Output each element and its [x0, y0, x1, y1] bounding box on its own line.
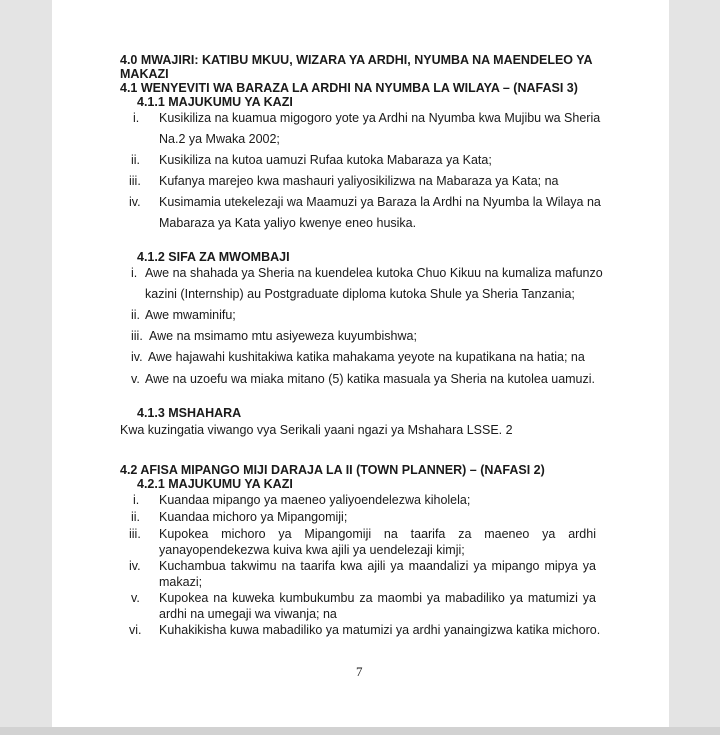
list-item-number: i.	[133, 493, 140, 507]
list-item-text-cont: ardhi na umegaji wa viwanja; na	[159, 607, 337, 621]
list-item-number: iv.	[131, 350, 143, 364]
list-item-number: iii.	[129, 527, 141, 541]
list-item-text: Awe mwaminifu;	[145, 308, 236, 322]
list-item-text: Awe na uzoefu wa miaka mitano (5) katika masuala ya Sheria na kutolea uamuzi.	[145, 372, 596, 386]
list-item-number: ii.	[131, 153, 141, 167]
list-item-text-cont: makazi;	[159, 575, 203, 589]
list-item-text: Awe hajawahi kushitakiwa katika mahakama yeyote na kupatikana na hatia; na	[148, 350, 585, 364]
list-item-text: Awe na shahada ya Sheria na kuendelea kutoka Chuo Kikuu na kumaliza mafunzo	[145, 266, 603, 280]
section-4-1-title: 4.1 WENYEVITI WA BARAZA LA ARDHI NA NYUMBA LA WILAYA – (NAFASI 3)	[120, 81, 578, 95]
list-item-number: i.	[131, 266, 138, 280]
list-item-number: vi.	[129, 623, 142, 637]
salary-text: Kwa kuzingatia viwango vya Serikali yaani ngazi ya Mshahara LSSE. 2	[120, 423, 513, 437]
section-4-0-title-cont: MAKAZI	[120, 67, 169, 81]
list-item-text: Kuandaa mipango ya maeneo yaliyoendelezwa kiholela;	[159, 493, 471, 507]
subsection-4-1-2-heading: 4.1.2 SIFA ZA MWOMBAJI	[137, 250, 290, 264]
list-item-text: Awe na msimamo mtu asiyeweza kuyumbishwa;	[149, 329, 417, 343]
list-item-number: iii.	[129, 174, 141, 188]
list-item-text-cont: kazini (Internship) au Postgraduate diploma kutoka Shule ya Sheria Tanzania;	[145, 287, 575, 301]
list-item-text: Kufanya marejeo kwa mashauri yaliyosikilizwa na Mabaraza ya Kata; na	[159, 174, 559, 188]
list-item-text-cont: Mabaraza ya Kata yaliyo kwenye eneo husika.	[159, 216, 417, 230]
list-item-number: v.	[131, 591, 140, 605]
subsection-4-2-1-heading: 4.2.1 MAJUKUMU YA KAZI	[137, 477, 293, 491]
section-4-0-title: 4.0 MWAJIRI: KATIBU MKUU, WIZARA YA ARDHI, NYUMBA NA MAENDELEO YA	[120, 53, 593, 67]
subsection-4-1-3-heading: 4.1.3 MSHAHARA	[137, 406, 242, 420]
list-item-text: Kusikiliza na kutoa uamuzi Rufaa kutoka Mabaraza ya Kata;	[159, 153, 492, 167]
list-item-number: i.	[133, 111, 140, 125]
list-item-text: Kusikiliza na kuamua migogoro yote ya Ardhi na Nyumba kwa Mujibu wa Sheria	[159, 111, 601, 125]
list-item-number: iii.	[131, 329, 143, 343]
list-item-text: Kuandaa michoro ya Mipangomiji;	[159, 510, 348, 524]
list-item-number: iv.	[129, 559, 141, 573]
section-4-2-title: 4.2 AFISA MIPANGO MIJI DARAJA LA II (TOWN PLANNER) – (NAFASI 2)	[120, 463, 545, 477]
list-item-text: Kuchambua takwimu na taarifa kwa ajili ya maandalizi ya mipango mipya ya	[159, 559, 596, 573]
subsection-4-1-1-heading: 4.1.1 MAJUKUMU YA KAZI	[137, 95, 293, 109]
list-item-number: ii.	[131, 510, 141, 524]
list-item-text: Kupokea michoro ya Mipangomiji na taarifa za maeneo ya ardhi	[159, 527, 596, 541]
list-item-number: ii.	[131, 308, 141, 322]
list-item-number: v.	[131, 372, 140, 386]
list-item-text: Kuhakikisha kuwa mabadiliko ya matumizi ya ardhi yanaingizwa katika michoro.	[159, 623, 601, 637]
list-item-text-cont: yanayopendekezwa kuiva kwa ajili ya uendelezaji kimji;	[159, 543, 465, 557]
list-item-number: iv.	[129, 195, 141, 209]
page-number: 7	[356, 664, 363, 679]
list-item-text: Kusimamia utekelezaji wa Maamuzi ya Baraza la Ardhi na Nyumba la Wilaya na	[159, 195, 601, 209]
list-item-text-cont: Na.2 ya Mwaka 2002;	[159, 132, 280, 146]
page-bottom-edge	[0, 727, 720, 735]
list-item-text: Kupokea na kuweka kumbukumbu za maombi ya mabadiliko ya matumizi ya	[159, 591, 596, 605]
